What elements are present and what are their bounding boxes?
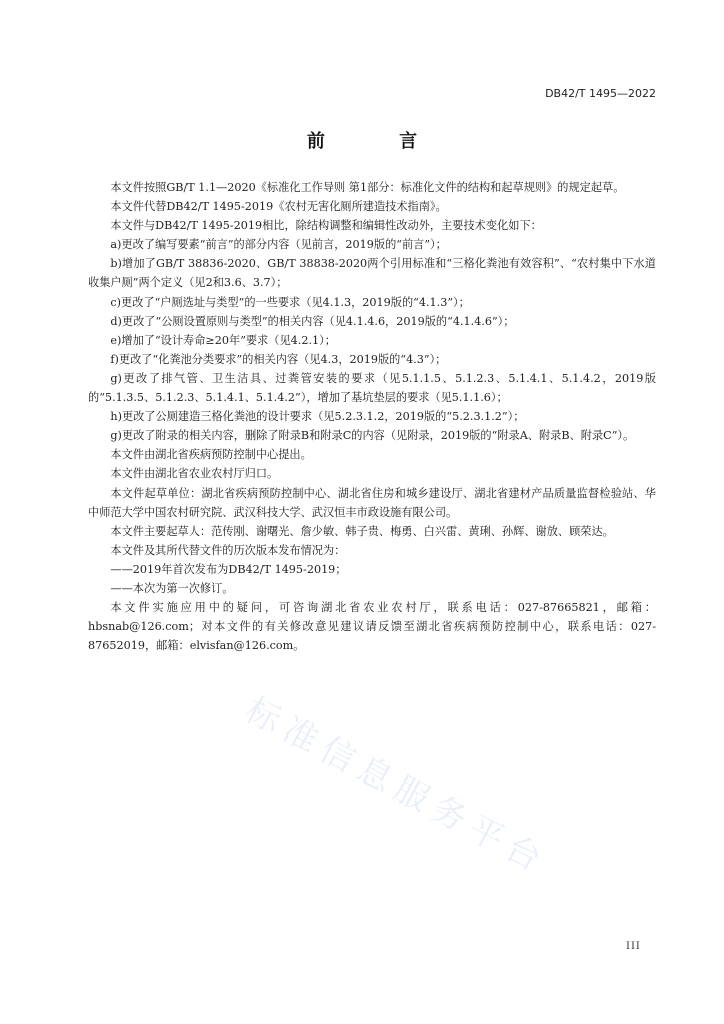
foreword-body: [88, 178, 656, 655]
paragraph: 本文件起草单位：湖北省疾病预防控制中心、湖北省住房和城乡建设厅、湖北省建材产品质量监督检验站、华中师范大学中国农村研究院、武汉科技大学、武汉恒丰市政设施有限公司。: [88, 486, 656, 519]
change-item: f)更改了“化粪池分类要求”的相关内容（见4.3，2019版的“4.3”）；: [110, 352, 447, 366]
change-item: c)更改了“户厕选址与类型”的一些要求（见4.1.3，2019版的“4.1.3”）；: [110, 295, 470, 309]
history-item: ——2019年首次发布为DB42/T 1495-2019；: [110, 562, 347, 576]
change-item: a)更改了编写要素“前言”的部分内容（见前言，2019版的“前言”）；: [110, 238, 447, 252]
change-item: e)增加了“设计寿命≥20年”要求（见4.2.1）；: [110, 333, 336, 347]
paragraph: 本文件主要起草人：范传刚、谢曙光、詹少敏、韩子贵、梅勇、白兴雷、黄琍、孙辉、谢放、顾荣达。: [110, 524, 614, 538]
paragraph: 本文件与DB42/T 1495-2019相比，除结构调整和编辑性改动外，主要技术变化如下：: [110, 219, 542, 233]
paragraph: 本文件实施应用中的疑问，可咨询湖北省农业农村厅，联系电话：027-87665821，邮箱：hbsnab@126.com；对本文件的有关修改意见建议请反馈至湖北省疾病预防控制中心，联系电话：027-87652019，邮箱：elvisfan@126.com。: [88, 601, 656, 653]
watermark: 标准信息服务平台: [238, 689, 555, 883]
change-item: g)更改了排气管、卫生洁具、过粪管安装的要求（见5.1.1.5、5.1.2.3、5.1.4.1、5.1.4.2，2019版的“5.1.3.5、5.1.2.3、5.1.4.1、5.1.4.2”），增加了基坑垫层的要求（见5.1.1.6）；: [88, 371, 656, 405]
paragraph: 本文件代替DB42/T 1495-2019《农村无害化厕所建造技术指南》。: [110, 200, 447, 214]
page-title: 前 言: [306, 131, 452, 152]
paragraph: 本文件及其所代替文件的历次版本发布情况为：: [110, 543, 346, 557]
paragraph: 本文件由湖北省疾病预防控制中心提出。: [110, 448, 312, 462]
change-item: d)更改了“公厕设置原则与类型”的相关内容（见4.1.4.6，2019版的“4.1.4.6”）；: [110, 314, 515, 328]
standard-code: DB42/T 1495—2022: [545, 87, 656, 100]
history-item: ——本次为第一次修订。: [110, 581, 234, 595]
change-item: b)增加了GB/T 38836-2020、GB/T 38838-2020两个引用标准和“三格化粪池有效容积”、“农村集中下水道收集户厕”两个定义（见2和3.6、3.7）；: [88, 257, 656, 290]
paragraph: 本文件由湖北省农业农村厅归口。: [110, 467, 279, 481]
change-item: g)更改了附录的相关内容，删除了附录B和附录C的内容（见附录，2019版的“附录A、附录B、附录C”）。: [110, 429, 635, 443]
paragraph: 本文件按照GB/T 1.1—2020《标准化工作导则 第1部分：标准化文件的结构和起草规则》的规定起草。: [110, 181, 625, 194]
change-item: h)更改了公厕建造三格化粪池的设计要求（见5.2.3.1.2，2019版的“5.2.3.1.2”）；: [110, 410, 525, 424]
page-number: III: [626, 941, 641, 952]
